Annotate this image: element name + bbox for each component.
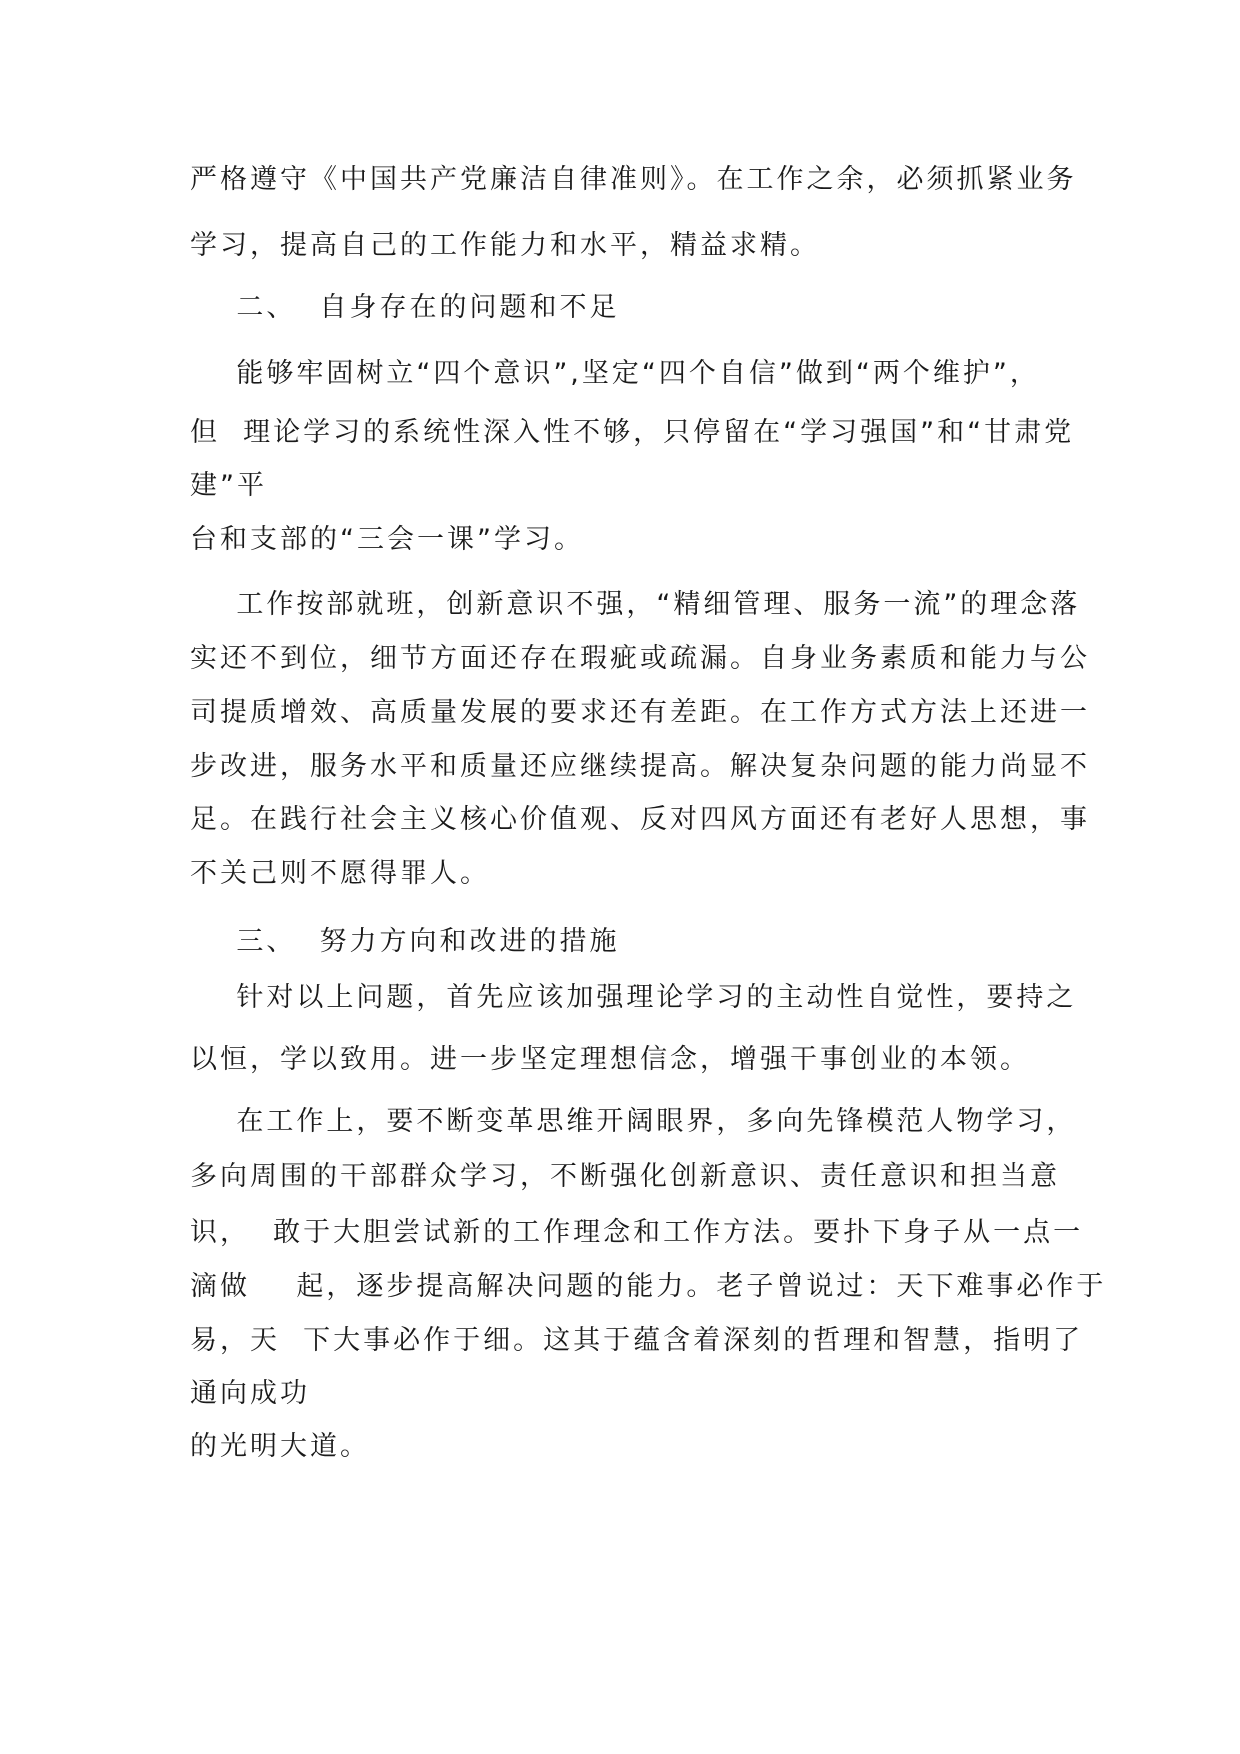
- text-line: 易，天 下大事必作于细。这其于蕴含着深刻的哲理和智慧，指明了: [190, 1325, 1084, 1356]
- text-line: 通向成功: [190, 1378, 310, 1409]
- text-line: 多向周围的干部群众学习，不断强化创新意识、责任意识和担当意: [190, 1161, 1060, 1192]
- text-line: 步改进，服务水平和质量还应继续提高。解决复杂问题的能力尚显不: [190, 751, 1090, 782]
- text-line: 但 理论学习的系统性深入性不够，只停留在“学习强国”和“甘肃党: [190, 417, 1075, 448]
- text-line: 的光明大道。: [190, 1431, 370, 1462]
- text-line: 台和支部的“三会一课”学习。: [190, 524, 584, 555]
- text-line: 建”平: [190, 470, 267, 501]
- text-line: 工作按部就班，创新意识不强，“精细管理、服务一流”的理念落: [190, 589, 1081, 620]
- text-line: 学习，提高自己的工作能力和水平，精益求精。: [190, 230, 820, 261]
- text-line: 不关己则不愿得罪人。: [190, 858, 490, 889]
- section-heading: 三、 努力方向和改进的措施: [190, 926, 620, 957]
- text-line: 实还不到位，细节方面还存在瑕疵或疏漏。自身业务素质和能力与公: [190, 643, 1090, 674]
- text-line: 在工作上，要不断变革思维开阔眼界，多向先锋模范人物学习，: [190, 1106, 1077, 1137]
- text-line: 以恒，学以致用。进一步坚定理想信念，增强干事创业的本领。: [190, 1044, 1030, 1075]
- text-line: 司提质增效、高质量发展的要求还有差距。在工作方式方法上还进一: [190, 697, 1090, 728]
- text-line: 针对以上问题，首先应该加强理论学习的主动性自觉性，要持之: [190, 982, 1077, 1013]
- text-line: 能够牢固树立“四个意识”,坚定“四个自信”做到“两个维护”，: [190, 358, 1040, 389]
- text-line: 滴做 起，逐步提高解决问题的能力。老子曾说过：天下难事必作于: [190, 1271, 1107, 1302]
- text-line: 严格遵守《中国共产党廉洁自律准则》。在工作之余，必须抓紧业务: [190, 164, 1077, 195]
- text-line: 识， 敢于大胆尝试新的工作理念和工作方法。要扑下身子从一点一: [190, 1217, 1084, 1248]
- section-heading: 二、 自身存在的问题和不足: [190, 292, 620, 323]
- text-line: 足。在践行社会主义核心价值观、反对四风方面还有老好人思想，事: [190, 804, 1090, 835]
